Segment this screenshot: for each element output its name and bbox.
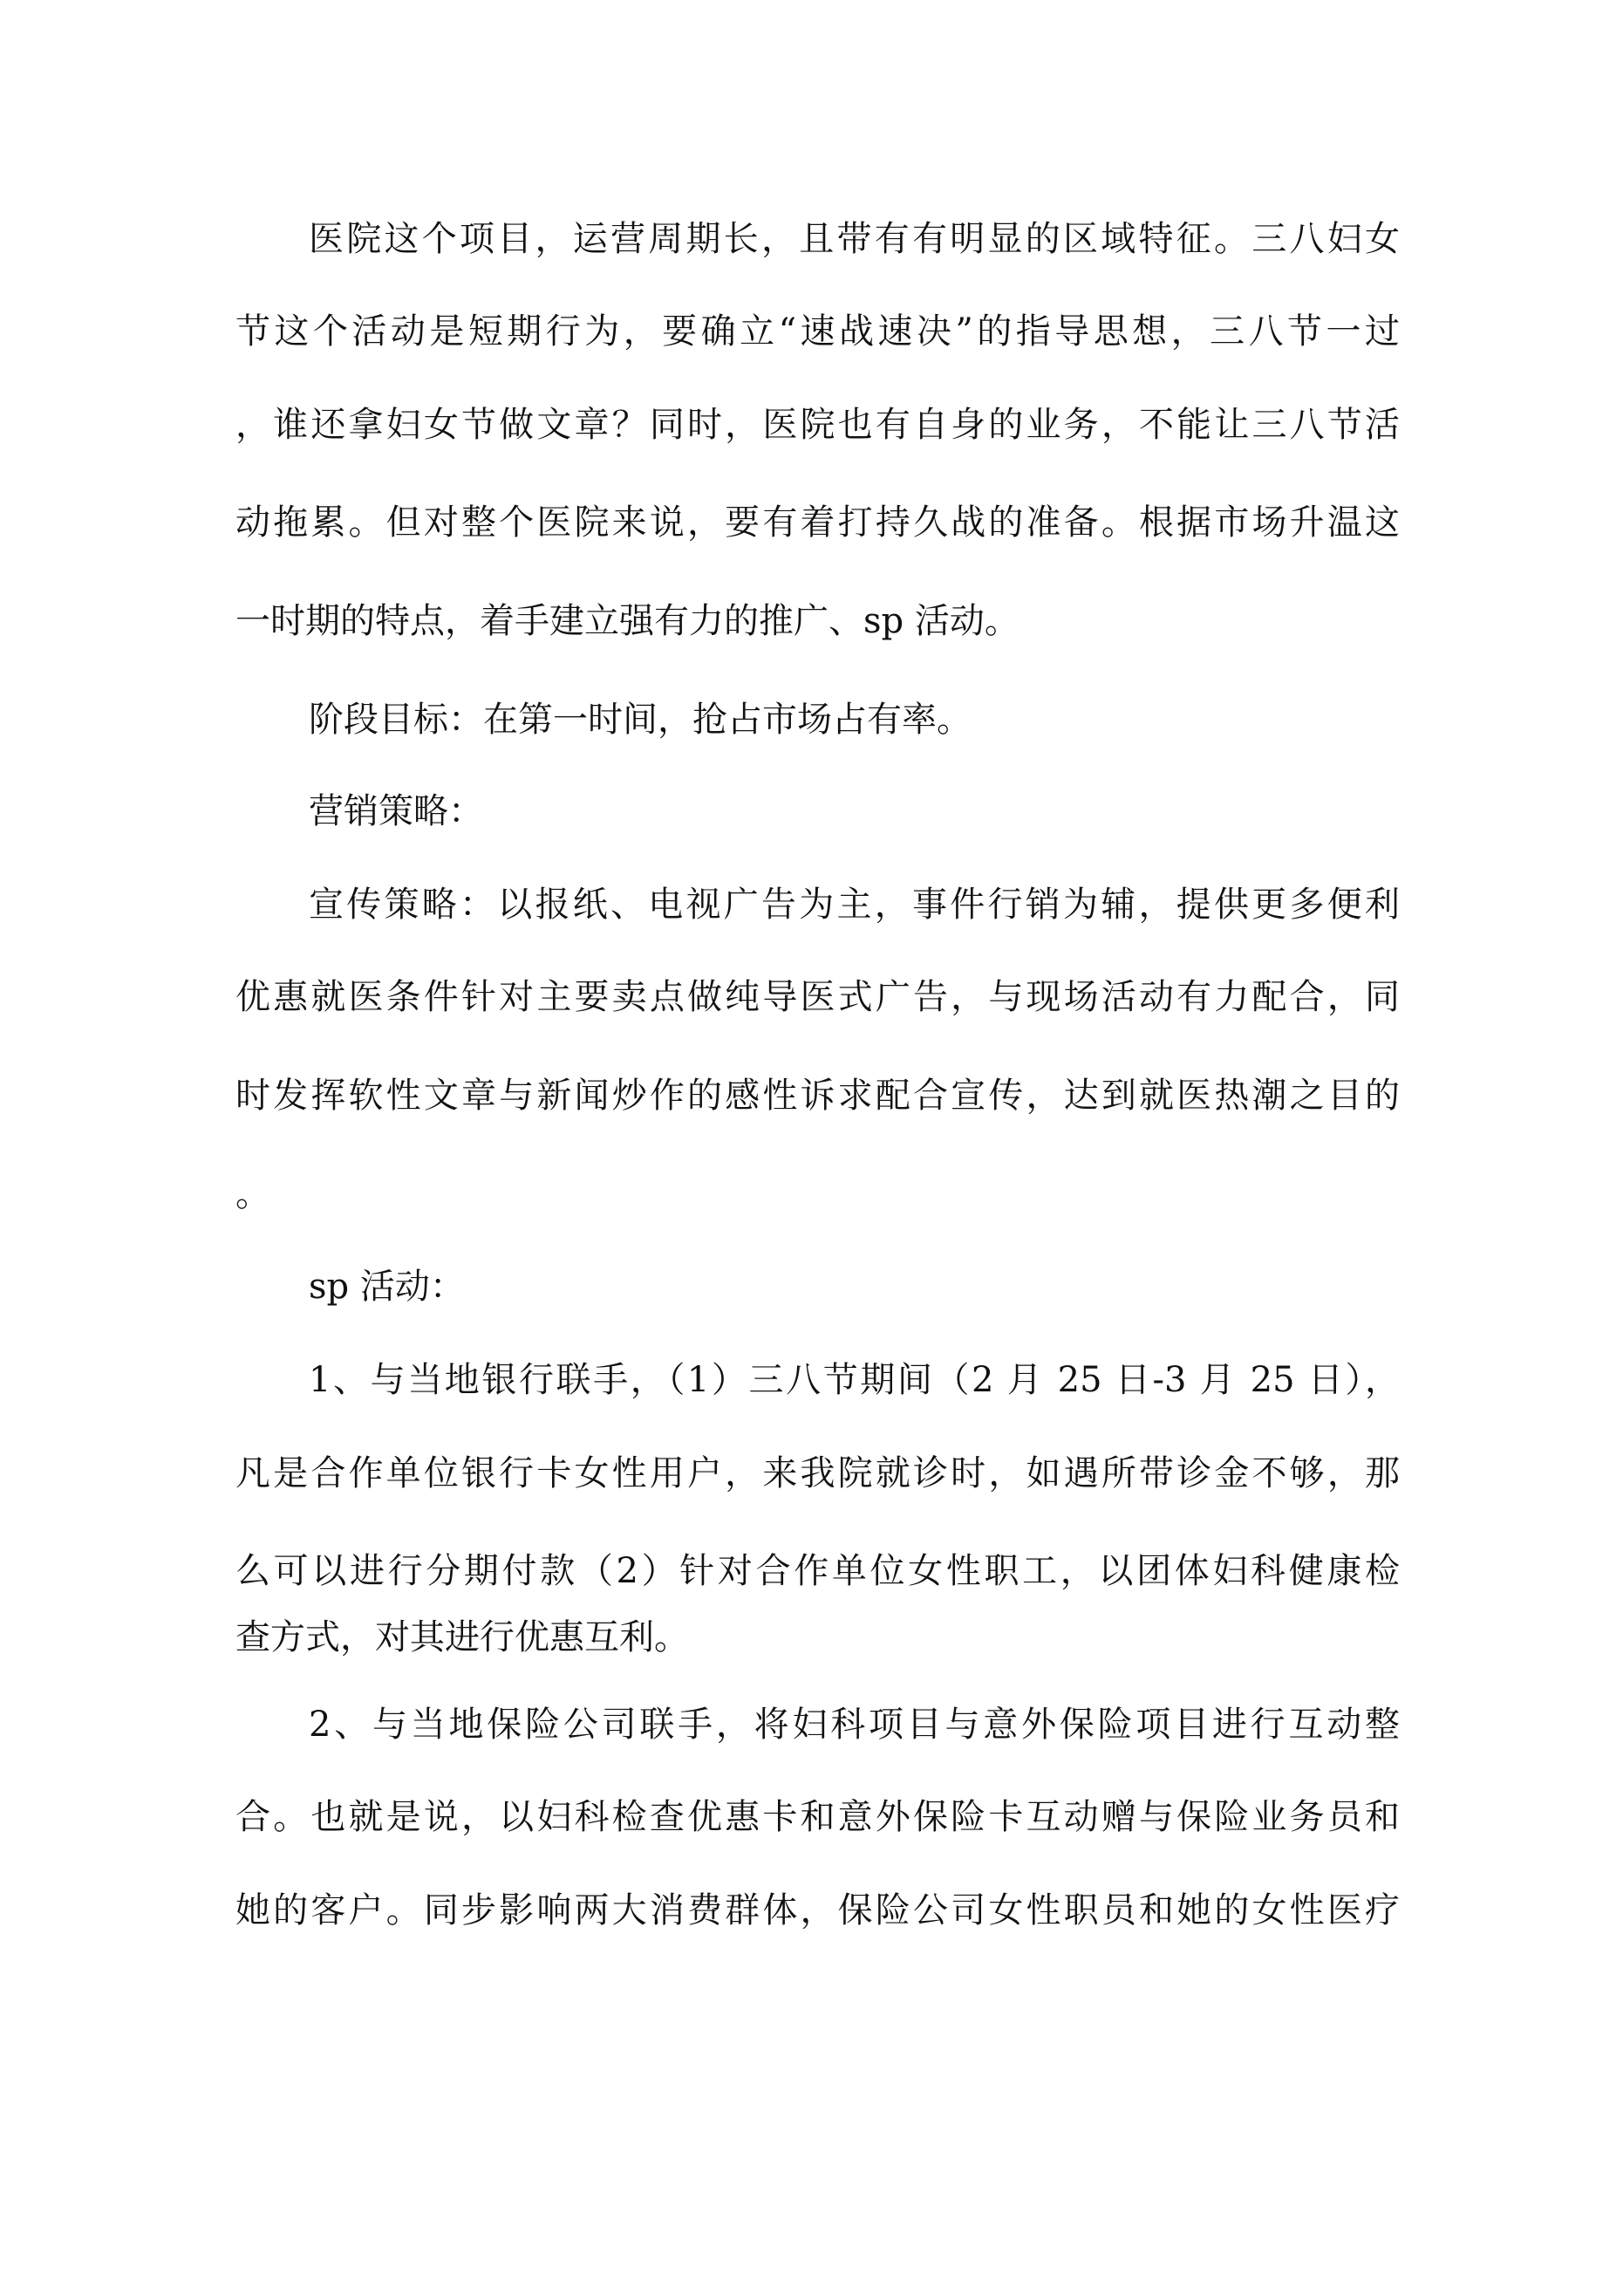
- item-1-line-4: 查方式，对其进行优惠互利。: [235, 1617, 689, 1657]
- paragraph-1-line-5: 一时期的特点，着手建立强有力的推广、sp 活动。: [235, 601, 1019, 641]
- publicity-strategy-line-1: 宣传策略：以报纸、电视广告为主，事件行销为辅，提供更多便利: [309, 885, 1400, 925]
- stage-goal-line: 阶段目标：在第一时间，抢占市场占有率。: [309, 700, 972, 740]
- publicity-strategy-line-4: 。: [235, 1174, 270, 1214]
- item-2-line-1: 2、与当地保险公司联手，将妇科项目与意外保险项目进行互动整: [309, 1705, 1400, 1745]
- item-2-line-2: 合。也就是说，以妇科检查优惠卡和意外保险卡互动赠与保险业务员和: [235, 1797, 1400, 1837]
- publicity-strategy-line-3: 时发挥软性文章与新闻炒作的感性诉求配合宣传，达到就医热潮之目的: [235, 1076, 1400, 1116]
- paragraph-1-line-3: ，谁还拿妇女节做文章？同时，医院也有自身的业务，不能让三八节活: [235, 405, 1400, 445]
- marketing-strategy-heading: 营销策略：: [309, 791, 483, 831]
- paragraph-1-line-1: 医院这个项目，运营周期长，且带有有明显的区域特征。三八妇女: [309, 219, 1400, 259]
- paragraph-1-line-2: 节这个活动是短期行为，要确立“速战速决”的指导思想，三八节一过: [235, 311, 1400, 352]
- item-1-line-3: 么可以进行分期付款（2）针对合作单位女性职工，以团体妇科健康检: [235, 1551, 1400, 1591]
- publicity-strategy-line-2: 优惠就医条件针对主要卖点做纯导医式广告，与现场活动有力配合，同: [235, 977, 1400, 1017]
- sp-activity-heading: sp 活动：: [309, 1267, 465, 1307]
- item-2-line-3: 她的客户。同步影响两大消费群体，保险公司女性职员和她的女性医疗: [235, 1890, 1400, 1930]
- item-1-line-1: 1、与当地银行联手，（1）三八节期间（2 月 25 日-3 月 25 日），: [309, 1360, 1400, 1400]
- paragraph-1-line-4: 动拖累。但对整个医院来说，要有着打持久战的准备。根据市场升温这: [235, 502, 1400, 543]
- item-1-line-2: 凡是合作单位银行卡女性用户，来我院就诊时，如遇所带诊金不够，那: [235, 1453, 1400, 1493]
